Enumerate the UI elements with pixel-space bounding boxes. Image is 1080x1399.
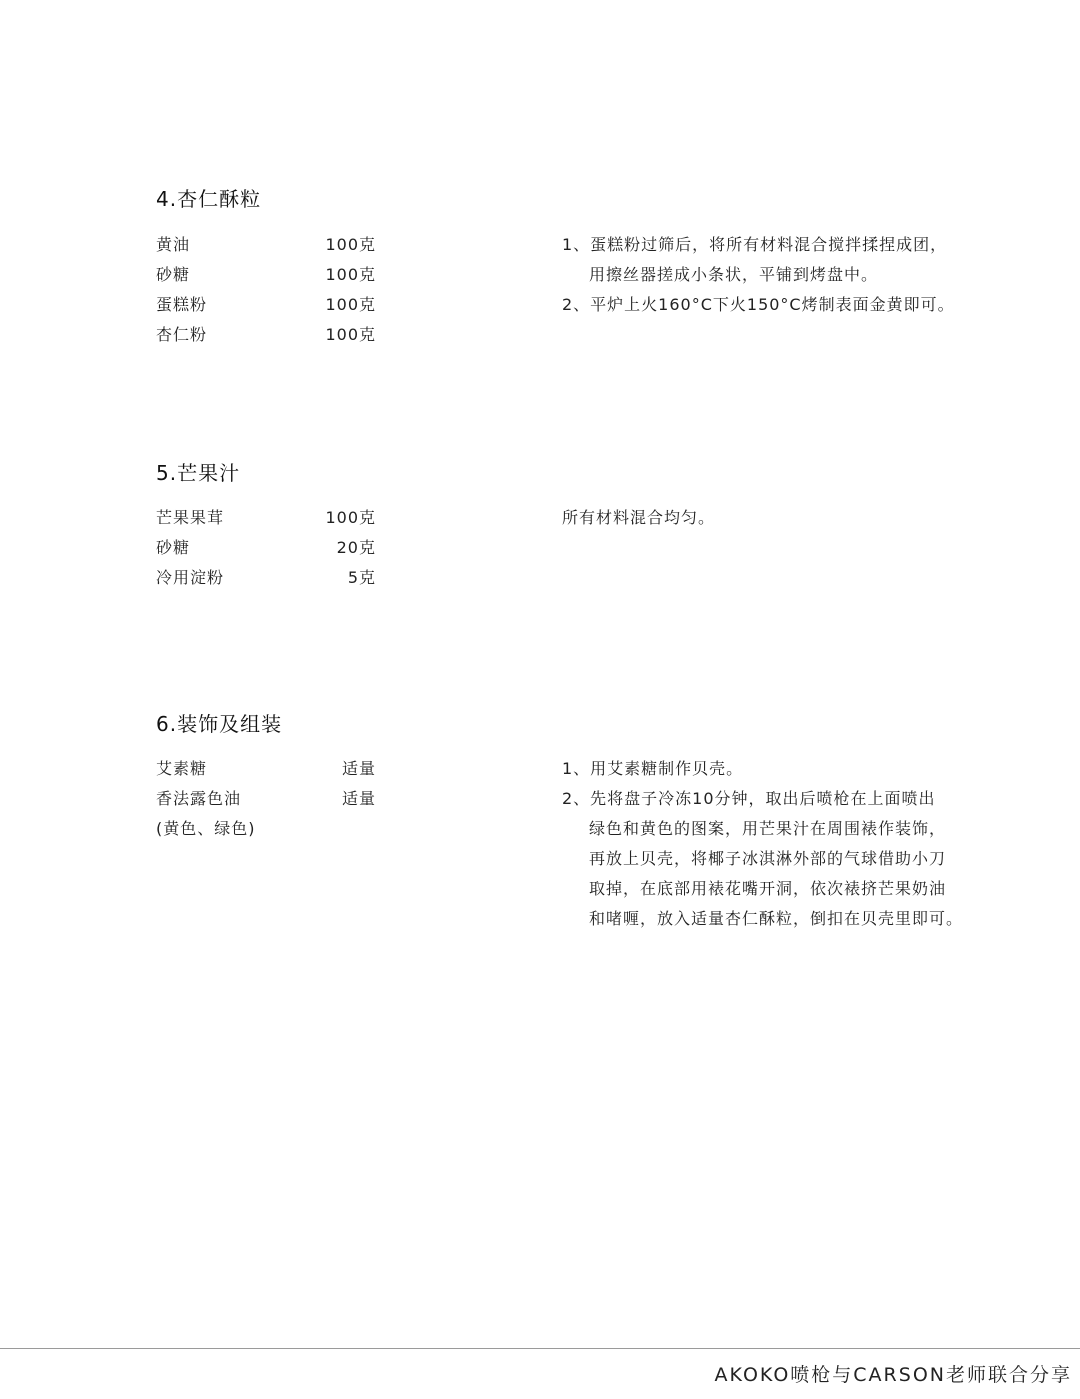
ingredient-row: [156, 260, 376, 290]
step-line: 2、先将盘子冷冻10分钟，取出后喷枪在上面喷出: [562, 789, 936, 808]
ingredient-quantity: 100克: [325, 508, 376, 527]
ingredient-quantity: 100克: [325, 235, 376, 254]
step-line: 再放上贝壳，将椰子冰淇淋外部的气球借助小刀: [589, 849, 947, 868]
ingredient-quantity: 适量: [341, 759, 376, 778]
footer-divider: [0, 1348, 1080, 1349]
ingredient-row: [156, 503, 376, 533]
section-title: 6.装饰及组装: [156, 712, 283, 736]
step-line: 用擦丝器搓成小条状，平铺到烤盘中。: [589, 265, 879, 284]
ingredient-row: [156, 563, 376, 593]
ingredient-name: 黄油: [156, 235, 191, 254]
ingredient-quantity: 100克: [325, 265, 376, 284]
section-title: 5.芒果汁: [156, 461, 241, 485]
step-line: 和啫喱，放入适量杏仁酥粒，倒扣在贝壳里即可。: [589, 909, 964, 928]
ingredient-row: [156, 230, 376, 260]
ingredient-quantity: 100克: [325, 295, 376, 314]
ingredient-name: 芒果果茸: [156, 508, 225, 527]
step-line: 所有材料混合均匀。: [562, 508, 716, 527]
ingredient-name: 艾素糖: [156, 759, 208, 778]
ingredient-row: [156, 533, 376, 563]
step-line: 2、平炉上火160°C下火150°C烤制表面金黄即可。: [562, 295, 955, 314]
section-title: 4.杏仁酥粒: [156, 187, 262, 211]
ingredient-row: [156, 320, 376, 350]
ingredient-row: [156, 814, 376, 844]
ingredient-name: (黄色、绿色): [156, 819, 256, 838]
ingredient-row: [156, 290, 376, 320]
ingredient-name: 冷用淀粉: [156, 568, 225, 587]
ingredient-quantity: 100克: [325, 325, 376, 344]
ingredient-name: 砂糖: [156, 265, 191, 284]
step-line: 1、用艾素糖制作贝壳。: [562, 759, 744, 778]
ingredient-name: 香法露色油: [156, 789, 242, 808]
ingredient-name: 砂糖: [156, 538, 191, 557]
ingredient-quantity: 5克: [347, 568, 376, 587]
step-line: 取掉，在底部用裱花嘴开洞，依次裱挤芒果奶油: [589, 879, 947, 898]
ingredient-name: 杏仁粉: [156, 325, 208, 344]
footer-credit: AKOKO喷枪与CARSON老师联合分享: [714, 1364, 1072, 1386]
ingredient-quantity: 适量: [341, 789, 376, 808]
ingredient-row: [156, 784, 376, 814]
ingredient-quantity: 20克: [336, 538, 376, 557]
ingredient-name: 蛋糕粉: [156, 295, 208, 314]
step-line: 绿色和黄色的图案，用芒果汁在周围裱作装饰，: [589, 819, 947, 838]
ingredient-row: [156, 754, 376, 784]
step-line: 1、蛋糕粉过筛后，将所有材料混合搅拌揉捏成团，: [562, 235, 948, 254]
